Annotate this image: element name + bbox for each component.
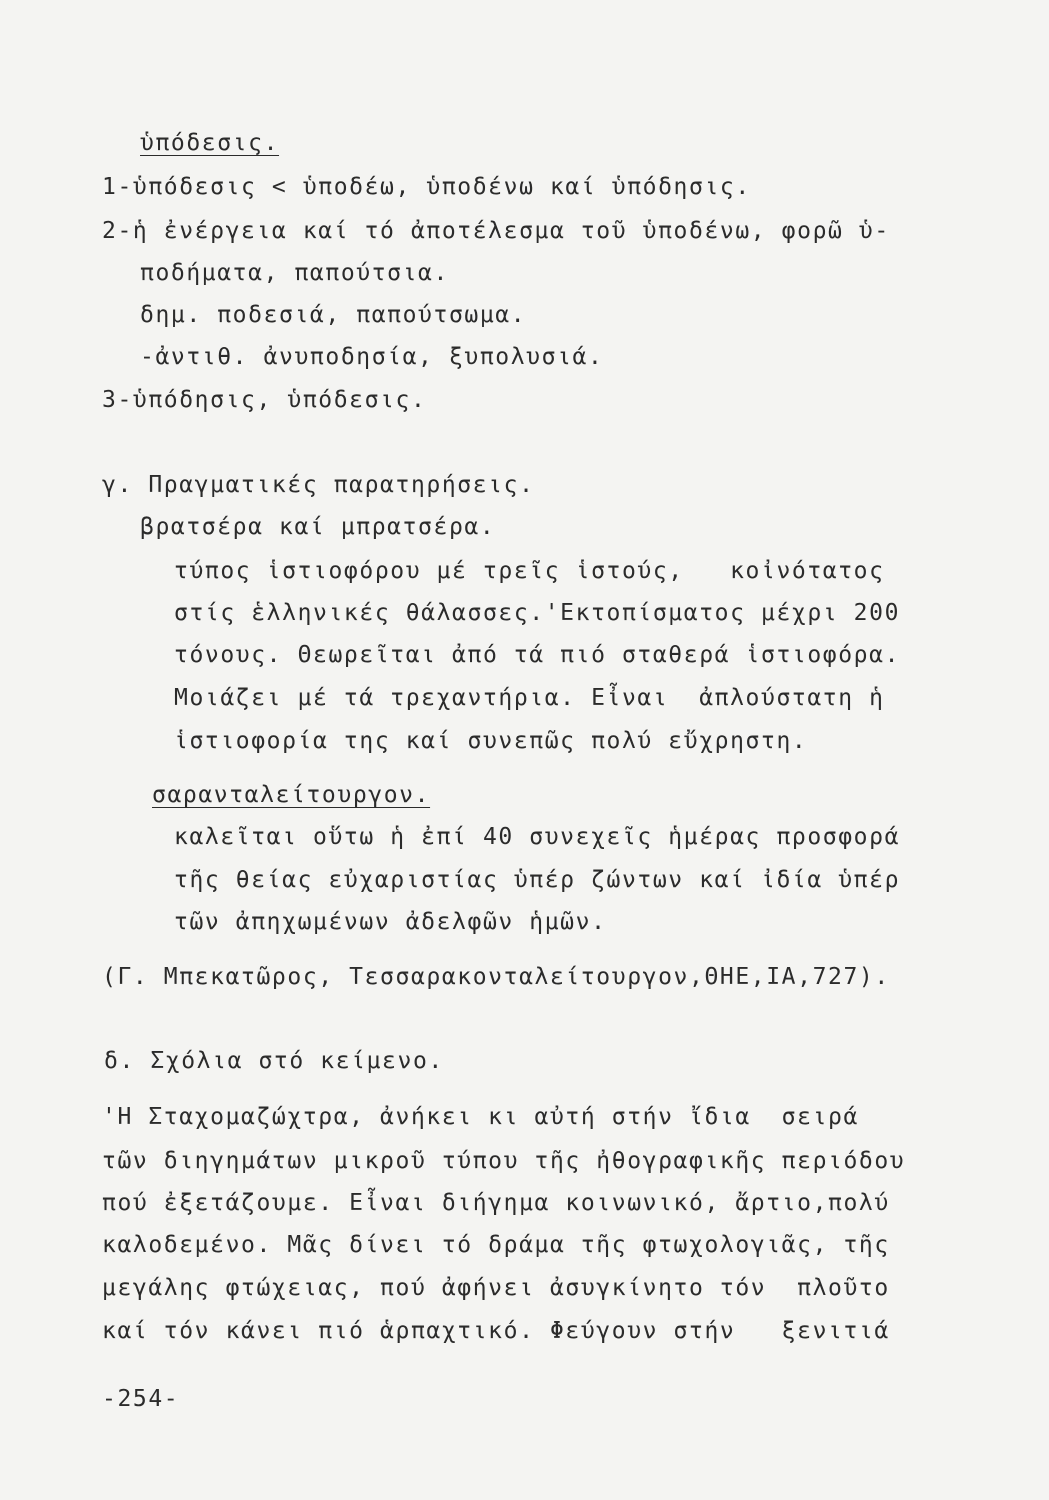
- text-line: μεγάλης φτώχειας, πού ἀφήνει ἀσυγκίνητο τόν πλοῦτο: [102, 1275, 890, 1301]
- text-line: τῶν διηγημάτων μικροῦ τύπου τῆς ἠθογραφικῆς περιόδου: [102, 1148, 906, 1174]
- text-line: πού ἐξετάζουμε. Εἶναι διήγημα κοινωνικό, ἄρτιο,πολύ: [102, 1190, 890, 1216]
- text-line: ποδήματα, παπούτσια.: [140, 260, 449, 286]
- page-number: -254-: [102, 1386, 180, 1412]
- text-line: τόνους. Θεωρεῖται ἀπό τά πιό σταθερά ἱστιοφόρα.: [174, 642, 901, 668]
- citation-line: (Γ. Μπεκατῶρος, Τεσσαρακονταλείτουργον,ΘΗΕ,ΙΑ,727).: [102, 964, 890, 990]
- text-line: -ἀντιθ. ἀνυποδησία, ξυπολυσιά.: [140, 344, 604, 370]
- text-line: ἱστιοφορία της καί συνεπῶς πολύ εὔχρηστη.: [174, 728, 808, 754]
- section-heading-gamma: γ. Πραγματικές παρατηρήσεις.: [102, 472, 535, 498]
- text-line: δημ. ποδεσιά, παπούτσωμα.: [140, 302, 527, 328]
- text-line: 1-ὑπόδεσις < ὑποδέω, ὑποδένω καί ὑπόδησις.: [102, 174, 751, 200]
- heading-hypodesis: ὑπόδεσις.: [140, 130, 280, 156]
- text-line: 2-ἡ ἐνέργεια καί τό ἀποτέλεσμα τοῦ ὑποδένω, φορῶ ὑ-: [102, 218, 890, 244]
- term-heading-sarantaleitourgon: σαρανταλείτουργον.: [152, 782, 431, 808]
- term-heading-bratsera: βρατσέρα καί μπρατσέρα.: [140, 514, 496, 540]
- text-line: τῶν ἀπηχωμένων ἀδελφῶν ἡμῶν.: [174, 909, 607, 935]
- text-line: Μοιάζει μέ τά τρεχαντήρια. Εἶναι ἀπλούστατη ἡ: [174, 685, 885, 711]
- text-line: 'Η Σταχομαζώχτρα, ἀνήκει κι αὐτή στήν ἴδια σειρά: [102, 1104, 859, 1130]
- text-line: καί τόν κάνει πιό ἁρπαχτικό. Φεύγουν στήν ξενιτιά: [102, 1318, 890, 1344]
- text-line: 3-ὑπόδησις, ὑπόδεσις.: [102, 387, 427, 413]
- text-line: τύπος ἱστιοφόρου μέ τρεῖς ἱστούς, κοἰνότατος: [174, 558, 885, 584]
- text-line: στίς ἑλληνικές θάλασσες.'Εκτοπίσματος μέχρι 200: [174, 600, 901, 626]
- section-heading-delta: δ. Σχόλια στό κείμενο.: [104, 1048, 444, 1074]
- text-line: καλοδεμένο. Μᾶς δίνει τό δράμα τῆς φτωχολογιᾶς, τῆς: [102, 1232, 890, 1258]
- text-line: καλεῖται οὕτω ἡ ἐπί 40 συνεχεῖς ἡμέρας προσφορά: [174, 824, 901, 850]
- text-line: τῆς θείας εὐχαριστίας ὑπέρ ζώντων καί ἰδία ὑπέρ: [174, 867, 901, 893]
